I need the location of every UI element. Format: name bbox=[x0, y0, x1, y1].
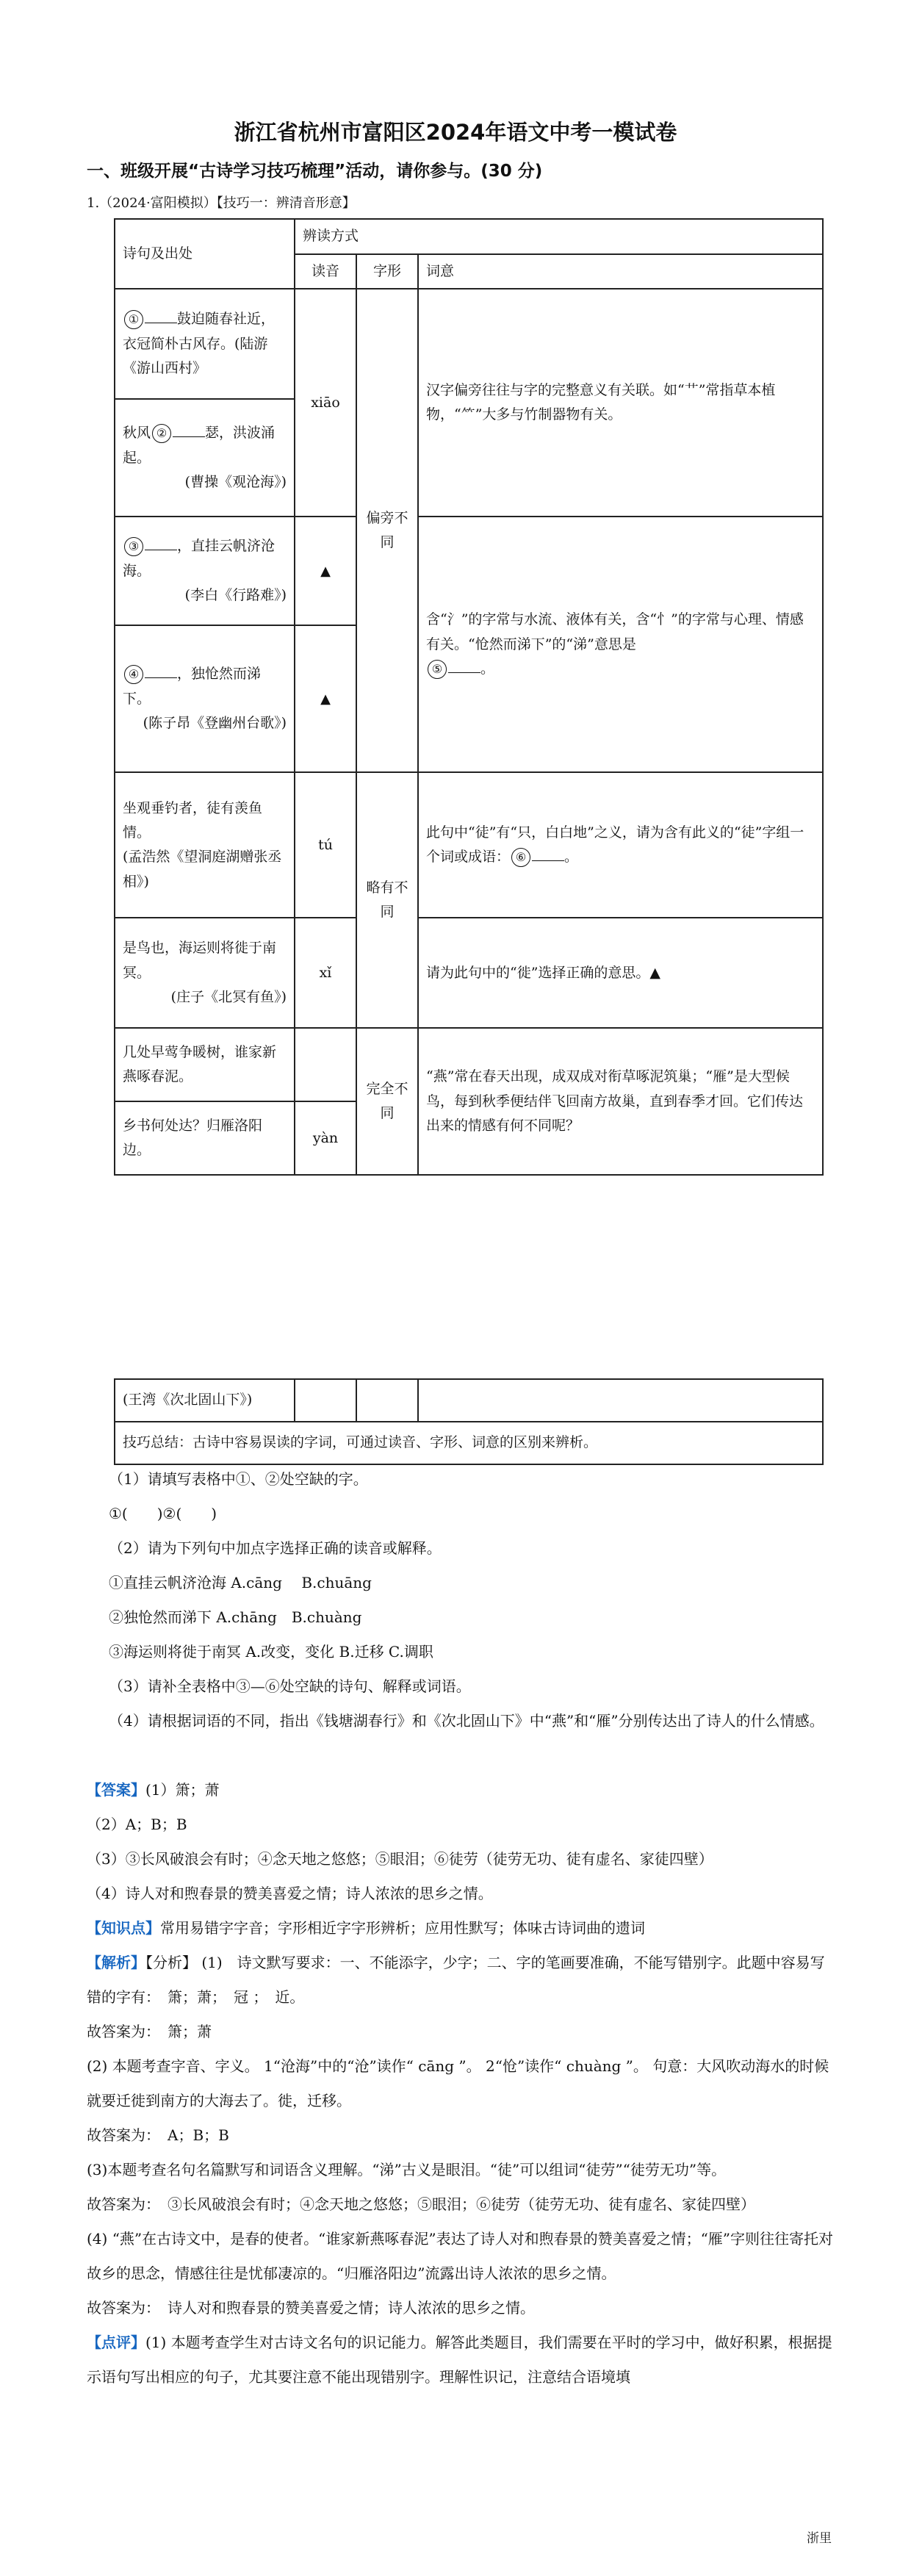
sound-blank-3: ▲ bbox=[295, 517, 356, 625]
meaning-xi: 请为此句中的“徙”选择正确的意思。▲ bbox=[418, 918, 823, 1028]
page-title: 浙江省杭州市富阳区2024年语文中考一模试卷 bbox=[234, 120, 677, 145]
row-poem-5: 坐观垂钓者，徒有羡鱼情。 (孟浩然《望洞庭湖赠张丞相》) bbox=[115, 772, 295, 918]
poem-analysis-table bbox=[114, 218, 824, 1176]
sound-tu: tú bbox=[295, 772, 356, 918]
row-poem-2: 秋风 ② 瑟，洪波涌起。 (曹操《观沧海》) bbox=[115, 399, 295, 517]
meaning-radical: 汉字偏旁往往与字的完整意义有关联。如“艹”常指草本植物，“⺮”大多与竹制器物有关。 bbox=[418, 289, 823, 517]
row-poem-1: ① 鼓迫随春社近，衣冠简朴古风存。(陆游《游山西村》 bbox=[115, 289, 295, 399]
row-poem-6: 是鸟也，海运则将徙于南冥。 (庄子《北冥有鱼》) bbox=[115, 918, 295, 1028]
section-heading: 一、班级开展“古诗学习技巧梳理”活动，请你参与。(30 分) bbox=[87, 162, 543, 181]
header-sound: 读音 bbox=[295, 254, 356, 289]
shape-similar: 略有不同 bbox=[356, 772, 418, 1028]
answer-block: 【答案】(1）箫；萧 （2）A；B；B （3）③长风破浪会有时；④念天地之悠悠；⑤眼泪；⑥徒劳（徒劳无功、徒有虚名、家徒四壁） （4）诗人对和煦春景的赞美喜爱之情；诗人浓浓的思乡之情。 【知识点】常用易错字字音；字形相近字字形辨析；应用性默写；体味古诗词曲的遗词 bbox=[87, 1781, 713, 1937]
question-header: 1.（2024·富阳模拟）【技巧一：辨清音形意】 bbox=[87, 195, 356, 211]
sound-blank-4: ▲ bbox=[295, 625, 356, 772]
meaning-ti: 含“氵”的字常与水流、液体有关，含“忄”的字常与心理、情感有关。“怆然而涕下”的“涕”意思是 ⑤ 。 bbox=[418, 517, 823, 772]
questions-block: （1）请填写表格中①、②处空缺的字。 ①( )②( ) （2）请为下列句中加点字选择正确的读音或解释。 ①直挂云帆济沧海 A.cāng B.chuāng ②独怆然而涕下 A.chāng B.chuàng ③海运则将徙于南冥 A.改变，变化 B.迁移 C.调职 （3）请补全表格中③—⑥处空缺的诗句、解释或词语。 （4）请根据词语的不同，指出《钱塘湖春行》和《次北固山下》中“燕”和“雁”分别传达出了诗人的什么情感。 bbox=[109, 1470, 824, 1730]
row-poem-8: 乡书何处达？归雁洛阳边。 bbox=[115, 1101, 295, 1175]
skill-summary: 技巧总结：古诗中容易误读的字词，可通过读音、字形、词意的区别来辨析。 bbox=[115, 1422, 823, 1464]
meaning-tu: 此句中“徒”有“只，白白地”之义，请为含有此义的“徒”字组一个词或成语： ⑥ 。 bbox=[418, 772, 823, 918]
shape-same: 完全不同 bbox=[356, 1028, 418, 1175]
header-method: 辨读方式 bbox=[295, 219, 823, 254]
page-footer: 浙里 bbox=[807, 2531, 832, 2546]
header-shape: 字形 bbox=[356, 254, 418, 289]
row-poem-7: 几处早莺争暖树，谁家新燕啄春泥。 bbox=[115, 1028, 295, 1101]
header-poem: 诗句及出处 bbox=[115, 219, 295, 289]
header-meaning: 词意 bbox=[418, 254, 823, 289]
sound-xiao: xiāo bbox=[295, 289, 356, 517]
sound-blank-7 bbox=[295, 1028, 356, 1101]
row-poem-8-source: (王湾《次北固山下》) bbox=[115, 1379, 295, 1422]
sound-xi: xǐ bbox=[295, 918, 356, 1028]
shape-diff: 偏旁不同 bbox=[356, 289, 418, 772]
meaning-yan: “燕”常在春天出现，成双成对衔草啄泥筑巢；“雁”是大型候鸟，每到秋季便结伴飞回南方故巢，直到春季才回。它们传达出来的情感有何不同呢？ bbox=[418, 1028, 823, 1175]
analysis-block: 【解析】【分析】 (1) 诗文默写要求：一、不能添字，少字；二、字的笔画要准确，不能写错别字。此题中容易写错的字有： 箫；萧； 冠 ； 近。 故答案为： 箫；萧 (2) 本题考查字音、字义。 1“沧海”中的“沧”读作“ cāng ”。 2“怆”读作“ chuàng ”。 句意：大风吹动海水的时候就要迁徙到南方的大海去了。徙，迁移。 故答案为： A；B；B (3)本题考查名句名篇默写和词语含义理解。“涕”古义是眼泪。“徒”可以组词“徒劳”“徒劳无功”等。 故答案为： ③长风破浪会有时；④念天地之悠悠；⑤眼泪；⑥徒劳（徒劳无功、徒有虚名、家徒四壁） (4) “燕”在古诗文中，是春的使者。“谁家新燕啄春泥”表达了诗人对和煦春景的赞美喜爱之情；“雁”字则往往寄托对故乡的思念，情感往往是忧郁凄凉的。“归雁洛阳边”流露出诗人浓浓的思乡之情。 故答案为： 诗人对和煦春景的赞美喜爱之情；诗人浓浓的思乡之情。 【点评】(1) 本题考查学生对古诗文名句的识记能力。解答此类题目，我们需要在平时的学习中，做好积累，根据提示语句写出相应的句子，尤其要注意不能出现错别字。理解性识记，注意结合语境填 bbox=[87, 1954, 834, 2386]
sound-yan: yàn bbox=[295, 1101, 356, 1175]
poem-analysis-table-continued bbox=[114, 1378, 824, 1465]
row-poem-3: ③ ，直挂云帆济沧海。 (李白《行路难》) bbox=[115, 517, 295, 625]
row-poem-4: ④ ，独怆然而涕下。 (陈子昂《登幽州台歌》) bbox=[115, 625, 295, 772]
